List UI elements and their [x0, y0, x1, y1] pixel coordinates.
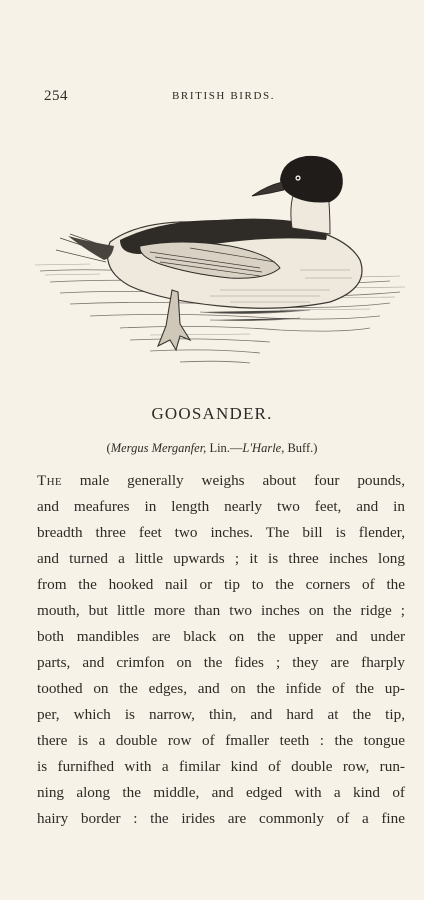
- text-line: toothed on the edges, and on the infide of the up-: [37, 680, 405, 697]
- text-line: from the hooked nail or tip to the corners of the: [37, 576, 405, 593]
- species-synonymy: [0, 441, 424, 456]
- text-line: is furnifhed with a fimilar kind of double row, run-: [37, 758, 405, 775]
- page-header: [44, 88, 400, 108]
- page-number: 254: [44, 88, 68, 104]
- text-line: parts, and crimfon on the fides ; they are fharply: [37, 654, 405, 671]
- text-line: hairy border : the irides are commonly of a fine: [37, 810, 405, 827]
- text-line: there is a double row of fmaller teeth : the tongue: [37, 732, 405, 749]
- text-line: both mandibles are black on the upper and under: [37, 628, 405, 645]
- body-text: [37, 468, 405, 832]
- synonym-open: (: [106, 441, 111, 455]
- synonym-french: L'Harle,: [242, 441, 285, 455]
- synonym-buffon: Buff.): [284, 441, 318, 455]
- synonym-linnaeus: Lin.—: [206, 441, 243, 455]
- text-line: and meafures in length nearly two feet, and in: [37, 498, 405, 515]
- dropcap-word: The: [37, 472, 62, 489]
- synonym-latin: Mergus Merganfer,: [110, 441, 207, 455]
- text-line: breadth three feet two inches. The bill is flender,: [37, 524, 405, 541]
- species-title: GOOSANDER.: [151, 404, 273, 423]
- text-line: mouth, but little more than two inches on the ridge ;: [37, 602, 405, 619]
- goosander-engraving: [30, 150, 414, 380]
- text-line: and turned a little upwards ; it is three inches long: [37, 550, 405, 567]
- text-line: per, which is narrow, thin, and hard at the tip,: [37, 706, 405, 723]
- running-head: BRITISH BIRDS.: [172, 90, 276, 102]
- text-line: ning along the middle, and edged with a kind of: [37, 784, 405, 801]
- text-line: The male generally weighs about four pounds,: [37, 472, 405, 489]
